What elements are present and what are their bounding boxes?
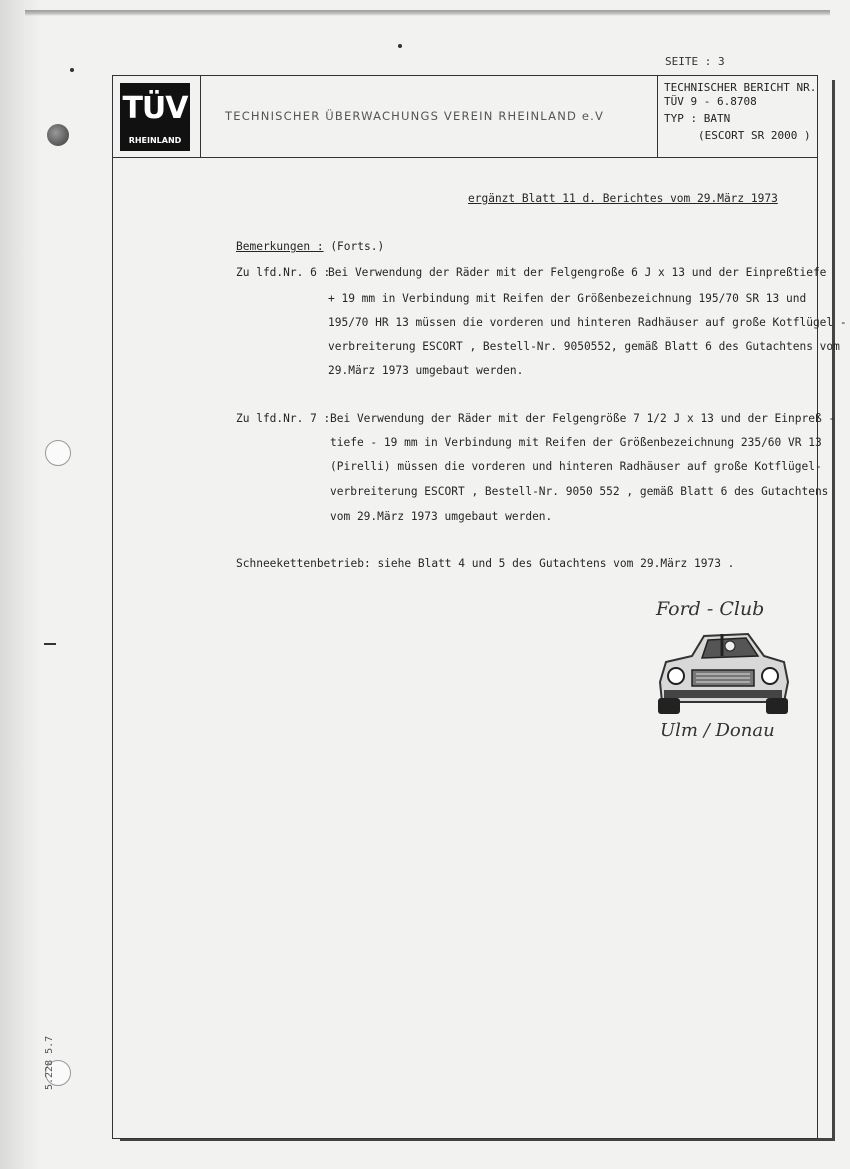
- report-label: TECHNISCHER BERICHT NR.: [664, 81, 817, 94]
- supplement-note: ergänzt Blatt 11 d. Berichtes vom 29.März 1973: [468, 192, 778, 205]
- scan-speck: [398, 44, 402, 48]
- model-line: (ESCORT SR 2000 ): [698, 129, 811, 142]
- item7-line: tiefe - 19 mm in Verbindung mit Reifen der Größenbezeichnung 235/60 VR 13: [330, 436, 822, 449]
- remarks-continued: (Forts.): [330, 240, 385, 253]
- stamp-club-name: Ford - Club: [656, 598, 765, 620]
- remarks-heading-line: [236, 240, 384, 253]
- type-line: TYP : BATN: [664, 112, 731, 125]
- item7-line: Bei Verwendung der Räder mit der Felgengröße 7 1/2 J x 13 und der Einpreß -: [330, 412, 836, 425]
- stamp-city: Ulm / Donau: [660, 720, 775, 741]
- item7-label: Zu lfd.Nr. 7 :: [236, 412, 331, 425]
- tuv-logo: [120, 83, 190, 151]
- item7-line: verbreiterung ESCORT , Bestell-Nr. 9050 552 , gemäß Blatt 6 des Gutachtens: [330, 485, 829, 498]
- item6-line: + 19 mm in Verbindung mit Reifen der Größenbezeichnung 195/70 SR 13 und: [328, 292, 807, 305]
- report-info-cell: [658, 75, 818, 157]
- scan-top-edge: [25, 10, 830, 16]
- scan-speck: [70, 68, 74, 72]
- logo-subtext: RHEINLAND: [128, 136, 182, 145]
- punch-hole-middle: [45, 440, 71, 466]
- item7-line: vom 29.März 1973 umgebaut werden.: [330, 510, 553, 523]
- organization-name: TECHNISCHER ÜBERWACHUNGS VEREIN RHEINLAND e.V: [225, 109, 605, 123]
- margin-mark: [44, 643, 56, 645]
- item6-label: Zu lfd.Nr. 6 :: [236, 266, 331, 279]
- item6-line: verbreiterung ESCORT , Bestell-Nr. 9050552, gemäß Blatt 6 des Gutachtens vom: [328, 340, 840, 353]
- organization-cell: [201, 75, 658, 157]
- car-icon: [652, 626, 792, 718]
- letterhead: [112, 75, 818, 158]
- page-number: SEITE : 3: [665, 55, 725, 68]
- item6-line: 195/70 HR 13 müssen die vorderen und hinteren Radhäuser auf große Kotflügel -: [328, 316, 847, 329]
- item7-line: (Pirelli) müssen die vorderen und hinteren Radhäuser auf große Kotflügel-: [330, 460, 822, 473]
- remarks-heading: Bemerkungen :: [236, 240, 324, 253]
- ford-club-stamp: [650, 598, 800, 748]
- logo-text: TÜV: [122, 91, 188, 126]
- report-number: TÜV 9 - 6.8708: [664, 95, 757, 108]
- form-code: 5.228 5.7: [44, 1035, 55, 1090]
- snow-chain-note: Schneekettenbetrieb: siehe Blatt 4 und 5 des Gutachtens vom 29.März 1973 .: [236, 557, 735, 570]
- scan-left-edge: [0, 0, 42, 1169]
- punch-hole-top: [47, 124, 69, 146]
- item6-line: 29.März 1973 umgebaut werden.: [328, 364, 524, 377]
- logo-cell: [112, 75, 201, 157]
- item6-line: Bei Verwendung der Räder mit der Felgengroße 6 J x 13 und der Einpreßtiefe: [328, 266, 827, 279]
